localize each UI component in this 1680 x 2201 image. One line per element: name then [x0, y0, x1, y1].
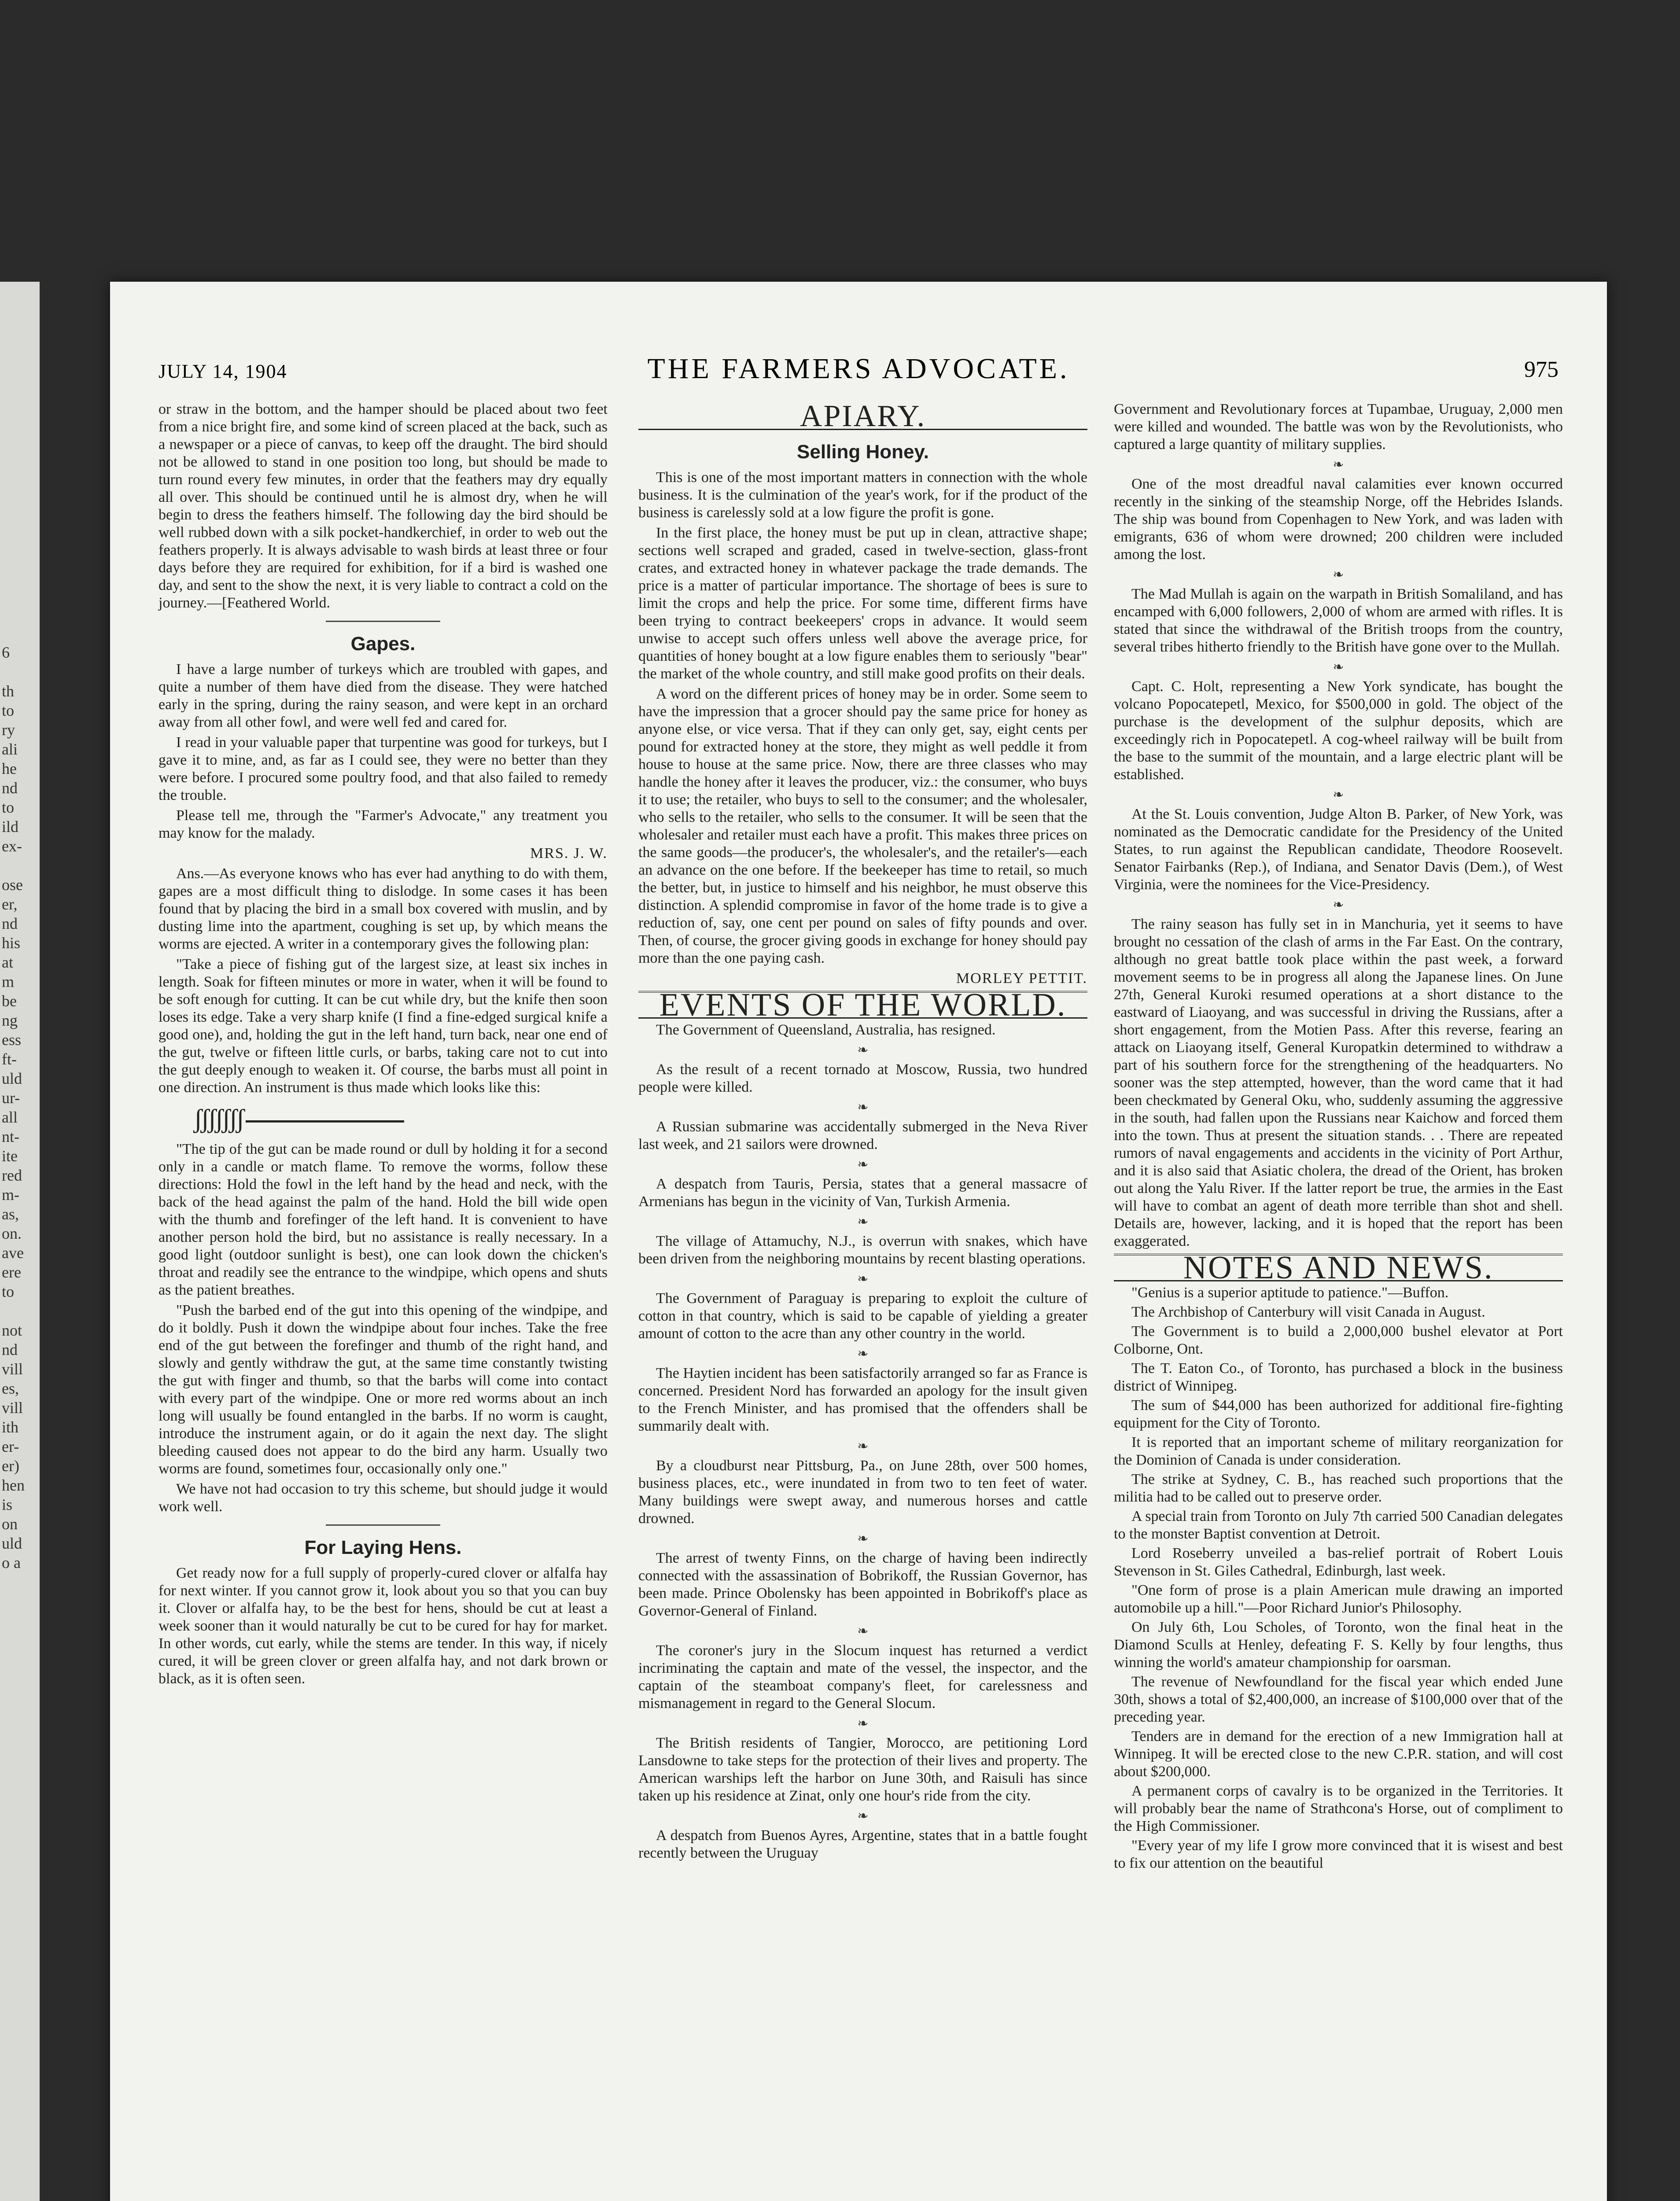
page-header	[158, 352, 1558, 387]
note-item: "Genius is a superior aptitude to patience."—Buffon.	[1131, 1285, 1449, 1301]
note-item: On July 6th, Lou Scholes, of Toronto, won the final heat in the Diamond Sculls at Henley, defeating F. S. Kelly by four lengths, thus winning the world's amateur championship for oarsman.	[1114, 1619, 1563, 1671]
laying-hens-heading: For Laying Hens.	[304, 1537, 462, 1558]
gapes-answer: Ans.—As everyone knows who has ever had anything to do with them, gapes are a most difficult thing to dislodge. In some cases it has been found that by placing the bird in a small box covered with muslin, and by dusting lime into the apartment, coughing is set up, by which means the worms are ejected. A writer in a contemporary gives the following plan:	[158, 865, 608, 952]
gapes-heading: Gapes.	[350, 633, 416, 655]
event-item: Government and Revolutionary forces at Tupambae, Uruguay, 2,000 men were killed and wounded. The battle was won by the Revolutionists, who captured a large quantity of military supplies.	[1114, 401, 1563, 453]
event-item: The Haytien incident has been satisfactorily arranged so far as France is concerned. President Nord has forwarded an apology for the insult given to the French Minister, and has promised that the offenders shall be summarily dealt with.	[638, 1365, 1087, 1434]
item-separator-ornament: ❧	[1333, 567, 1344, 582]
item-separator-ornament: ❧	[1333, 788, 1344, 802]
event-item: A despatch from Buenos Ayres, Argentine, states that in a battle fought recently between the Uruguay	[638, 1827, 1087, 1861]
gapes-paragraph: I read in your valuable paper that turpentine was good for turkeys, but I gave it to mine, and, as far as I could see, they were no better than they were before. I procured some poultry food, and that also failed to remedy the trouble.	[158, 734, 608, 803]
note-item: Lord Roseberry unveiled a bas-relief portrait of Robert Louis Stevenson in St. Giles Cathedral, Edinburgh, last week.	[1114, 1545, 1563, 1579]
column-3	[1114, 401, 1563, 1874]
barbs-glyphs: ʃʃʃʃʃʃʃ	[194, 1104, 243, 1133]
note-item: "Every year of my life I grow more convinced that it is wisest and best to fix our attention on the beautiful	[1114, 1837, 1563, 1871]
note-item: The T. Eaton Co., of Toronto, has purchased a block in the business district of Winnipeg.	[1114, 1360, 1563, 1394]
item-separator-ornament: ❧	[857, 1215, 869, 1229]
event-item: Capt. C. Holt, representing a New York syndicate, has bought the volcano Popocatepetl, Mexico, for $500,000 in gold. The object of the purchase is the development of the sulphur deposits, which are exceedingly rich in Popocatepetl. A cog-wheel railway will be built from the base to the summit of the mountain, and a large electric plant will be established.	[1114, 678, 1563, 783]
note-item: "One form of prose is a plain American mule drawing an imported automobile up a hill."—Poor Richard Junior's Philosophy.	[1114, 1582, 1563, 1616]
events-heading: EVENTS OF THE WORLD.	[638, 991, 1087, 1019]
apiary-heading: APIARY.	[638, 404, 1087, 430]
barbed-gut-illustration	[194, 1104, 608, 1133]
note-item: The Archbishop of Canterbury will visit Canada in August.	[1131, 1304, 1485, 1320]
event-item: At the St. Louis convention, Judge Alton B. Parker, of New York, was nominated as the Democratic candidate for the Presidency of the United States, to run against the Republican candidate, Theodore Roosevelt. Senator Fairbanks (Rep.), of Indiana, and Senator Davis (Dem.), of West Virginia, were the nominees for the Vice-Presidency.	[1114, 806, 1563, 893]
note-item: The revenue of Newfoundland for the fiscal year which ended June 30th, shows a total of $2,400,000, an increase of $100,000 over that of the preceding year.	[1114, 1674, 1563, 1725]
gapes-quote: "Push the barbed end of the gut into this opening of the windpipe, and do it boldly. Push it down the windpipe about four inches. Take the free end of the gut between the forefinger and thumb of the right hand, and slowly and gently withdraw the gut, at the same time constantly twisting the gut with finger and thumb, so that the barbs will come into contact with every part of the windpipe. One or more red worms about an inch long will usually be found entangled in the barbs. If no worm is caught, introduce the instrument again, or do it again the next day. The slight bleeding caused does not appear to do the bird any harm. Usually two worms are found, sometimes four, occasionally only one."	[158, 1302, 608, 1477]
header-page-number: 975	[1524, 357, 1558, 382]
event-item: The rainy season has fully set in in Manchuria, yet it seems to have brought no cessation of the clash of arms in the Far East. On the contrary, although no great battle took place within the past week, a forward movement seems to be in progress all along the Japanese lines. On June 27th, General Kuroki resumed operations at a short distance to the eastward of Liaoyang, and was successful in driving the Russians, after a short engagement, from the Motien Pass. After this reverse, fearing an attack on Liaoyang itself, General Kuropatkin determined to withdraw a part of his southern force for the strengthening of the headquarters. No sooner was the step attempted, however, than the word came that it had been checkmated by General Oku, who, suddenly assuming the aggressive in the south, had fallen upon the Russians near Kaichow and forced them into the town. Thus at present the situation stands. . . There are repeated rumors of naval engagements and accidents in the vicinity of Port Arthur, and it is also said that Asiatic cholera, the dread of the Orient, has broken out along the Yalu River. If the latter report be true, the armies in the East will have to combat an agent of death more terrible than shot and shell. Details are, however, lacking, and it is hoped that the report has been exaggerated.	[1114, 916, 1563, 1249]
honey-paragraph: In the first place, the honey must be put up in clean, attractive shape; sections well scraped and graded, cased in twelve-section, glass-front crates, and extracted honey in whatever package the trade demands. The price is a matter of particular importance. The shortage of bees is sure to limit the crops and help the price. For some time, different firms have been trying to contract beekeepers' crops in advance. It would seem unwise to accept such offers unless well above the average price, for quantities of honey bought at a low figure enables them to seriously "bear" the market of the whole country, and still make good profits on their deals.	[638, 525, 1087, 682]
event-item: The village of Attamuchy, N.J., is overrun with snakes, which have been driven from the neighboring mountains by recent blasting operations.	[638, 1233, 1087, 1267]
item-separator-ornament: ❧	[857, 1347, 869, 1361]
event-item: The arrest of twenty Finns, on the charge of having been indirectly connected with the assassination of Bobrikoff, the Russian Governor, has been made. Prince Obolensky has been appointed in Bobrikoff's place as Governor-General of Finland.	[638, 1550, 1087, 1619]
item-separator-ornament: ❧	[857, 1043, 869, 1057]
event-item: The Government of Queensland, Australia, has resigned.	[656, 1022, 996, 1038]
section-rule	[326, 621, 440, 622]
gapes-conclusion: We have not had occasion to try this scheme, but should judge it would work well.	[158, 1481, 608, 1515]
washing-birds-text: or straw in the bottom, and the hamper should be placed about two feet from a nice bright fire, and some kind of screen placed at the back, such as a newspaper or a piece of canvas, to keep off the draught. The bird should not be allowed to stand in one position too long, but should be made to turn round every few minutes, in order that the feathers may dry equally all over. This should be continued until he is almost dry, when he will begin to dress the feathers himself. The following day the bird should be well rubbed down with a silk pocket-handkerchief, in order to web out the feathers properly. It is always advisable to wash birds at least three or four days before they are required for exhibition, for if a bird is washed one day, and sent to the show the next, it is very liable to contract a cold on the journey.—[Feathered World.	[158, 401, 608, 611]
event-item: A Russian submarine was accidentally submerged in the Neva River last week, and 21 sailors were drowned.	[638, 1119, 1087, 1152]
note-item: It is reported that an important scheme of military reorganization for the Dominion of Canada is under consideration.	[1114, 1434, 1563, 1468]
event-item: The British residents of Tangier, Morocco, are petitioning Lord Lansdowne to take steps for the protection of their lives and property. The American warships left the harbor on June 30th, and Raisuli has since taken up his residence at Zinat, only one hour's ride from the city.	[638, 1735, 1087, 1804]
event-item: The Mad Mullah is again on the warpath in British Somaliland, and has encamped with 6,000 followers, 2,000 of whom are armed with rifles. It is stated that since the withdrawal of the British troops from the country, several tribes hitherto friendly to the British have gone over to the Mullah.	[1114, 586, 1563, 655]
column-1	[158, 401, 608, 1690]
gapes-signature: MRS. J. W.	[530, 845, 608, 861]
event-item: By a cloudburst near Pittsburg, Pa., on June 28th, over 500 homes, business places, etc., were inundated in from two to ten feet of water. Many buildings were swept away, and numerous horses and cattle drowned.	[638, 1458, 1087, 1527]
note-item: The strike at Sydney, C. B., has reached such proportions that the militia had to be called out to preserve order.	[1114, 1471, 1563, 1505]
gapes-quote: "Take a piece of fishing gut of the largest size, at least six inches in length. Soak for fifteen minutes or more in water, when it will be found to be soft enough for cutting. It can be cut while dry, but the knife then soon loses its edge. Take a very sharp knife (I find a fine-edged surgical knife a good one), and, holding the gut in the left hand, turn back, near one end of the gut, twelve or fifteen little curls, or barbs, taking care not to cut into the gut deeply enough to weaken it. Of course, the barbs must all point in one direction. An instrument is thus made which looks like this:	[158, 956, 608, 1096]
item-separator-ornament: ❧	[857, 1624, 869, 1638]
note-item: A special train from Toronto on July 7th carried 500 Canadian delegates to the monster Baptist convention at Detroit.	[1114, 1508, 1563, 1542]
notes-list	[1114, 1284, 1563, 1872]
note-item: Tenders are in demand for the erection of a new Immigration hall at Winnipeg. It will be erected close to the new C.P.R. station, and will cost about $200,000.	[1114, 1728, 1563, 1780]
item-separator-ornament: ❧	[857, 1531, 869, 1546]
gapes-quote: "The tip of the gut can be made round or dull by holding it for a second only in a candle or match flame. To remove the worms, follow these directions: Hold the fowl in the left hand by the head and neck, with the back of the head against the palm of the hand. Hold the bill wide open with the thumb and forefinger of the left hand. It is convenient to have another person hold the bird, but no assistance is really necessary. In a good light (outdoor sunlight is best), one can look down the chicken's throat and readily see the entrance to the windpipe, which opens and shuts as the patient breathes.	[158, 1141, 608, 1298]
item-separator-ornament: ❧	[857, 1100, 869, 1115]
notes-heading: NOTES AND NEWS.	[1114, 1254, 1563, 1281]
event-item: A despatch from Tauris, Persia, states that a general massacre of Armenians has begun in the vicinity of Van, Turkish Armenia.	[638, 1176, 1087, 1210]
header-title: THE FARMERS ADVOCATE.	[647, 353, 1070, 385]
events-list	[638, 1021, 1087, 1862]
gapes-paragraph: Please tell me, through the "Farmer's Advocate," any treatment you may know for the malady.	[158, 807, 608, 841]
item-separator-ornament: ❧	[857, 1157, 869, 1172]
honey-paragraph: A word on the different prices of honey may be in order. Some seem to have the impression that a grocer should pay the same price for honey as anyone else, or vice versa. That if they can only get, say, eight cents per pound for extracted honey at the store, they might as well peddle it from house to house at the same price. Now, there are three classes who may handle the honey after it leaves the producer, viz.: the consumer, who buys it to use; the retailer, who buys to sell to the consumer; and the wholesaler, who sells to the retailer, who sells to the consumer. It will be seen that the wholesaler and retailer must each have a profit. This makes three prices on the same goods—the producer's, the wholesaler's, and the retailer's—each an advance on the one before. If the beekeeper has time to retail, so much the better, but, in justice to himself and his neighbor, he must observe this distinction. A splendid compromise in favor of the home trade is to give a reduction of, say, one cent per pound on sales of fifty pounds and over. Then, of course, the grocer giving goods in exchange for honey should pay more than the one paying cash.	[638, 686, 1087, 966]
note-item: A permanent corps of cavalry is to be organized in the Territories. It will probably bear the name of Strathcona's Horse, out of compliment to the High Commissioner.	[1114, 1783, 1563, 1834]
item-separator-ornament: ❧	[857, 1809, 869, 1823]
events-continued-list	[1114, 401, 1563, 1250]
event-item: The coroner's jury in the Slocum inquest has returned a verdict incriminating the captain and mate of the vessel, the inspector, and the captain of the steamboat company's fleet, for carelessness and mismanagement in regard to the General Slocum.	[638, 1642, 1087, 1711]
gut-line	[246, 1120, 404, 1123]
adjacent-page-text-fragments: 6 th to ry ali he nd to ild ex- ose er, nd his at m be ng ess ft- uld ur- all nt- ite red m- as, on. ave ere to not nd vill es, vill ith er- er) hen is on uld o a	[2, 644, 25, 1572]
note-item: The Government is to build a 2,000,000 bushel elevator at Port Colborne, Ont.	[1114, 1323, 1563, 1357]
laying-hens-paragraph: Get ready now for a full supply of properly-cured clover or alfalfa hay for next winter. If you cannot grow it, look about you so that you can buy it. Clover or alfalfa hay, to be the best for hens, should be cut at least a week sooner than it would naturally be cut to be cured for hay for market. In other words, cut early, while the stems are tender. In this way, if nicely cured, it will be green clover or green alfalfa hay, and not dark brown or black, as it is often seen.	[158, 1565, 608, 1687]
adjacent-page-edge	[0, 282, 40, 2201]
newspaper-page	[110, 282, 1607, 2201]
item-separator-ornament: ❧	[1333, 660, 1344, 674]
section-rule	[326, 1524, 440, 1526]
item-separator-ornament: ❧	[1333, 457, 1344, 472]
header-date: JULY 14, 1904	[158, 361, 287, 382]
note-item: The sum of $44,000 has been authorized for additional fire-fighting equipment for the City of Toronto.	[1114, 1397, 1563, 1431]
item-separator-ornament: ❧	[857, 1439, 869, 1454]
event-item: The Government of Paraguay is preparing to exploit the culture of cotton in that country, which is said to be capable of yielding a greater amount of cotton to the acre than any other country in the world.	[638, 1290, 1087, 1342]
item-separator-ornament: ❧	[1333, 898, 1344, 912]
event-item: One of the most dreadful naval calamities ever known occurred recently in the sinking of the steamship Norge, off the Hebrides Islands. The ship was bound from Copenhagen to New York, and was laden with emigrants, 636 of whom were drowned; 200 children were included among the lost.	[1114, 476, 1563, 563]
item-separator-ornament: ❧	[857, 1272, 869, 1286]
column-2	[638, 401, 1087, 1865]
honey-paragraph: This is one of the most important matters in connection with the whole business. It is the culmination of the year's work, for if the product of the business is carelessly sold at a low figure the profit is gone.	[638, 469, 1087, 521]
gapes-paragraph: I have a large number of turkeys which are troubled with gapes, and quite a number of them have died from the disease. They were hatched early in the spring, during the rainy season, and were kept in an orchard away from all other fowl, and were well fed and cared for.	[158, 661, 608, 730]
selling-honey-heading: Selling Honey.	[797, 441, 929, 463]
item-separator-ornament: ❧	[857, 1716, 869, 1731]
event-item: As the result of a recent tornado at Moscow, Russia, two hundred people were killed.	[638, 1061, 1087, 1095]
honey-signature: MORLEY PETTIT.	[956, 970, 1087, 986]
